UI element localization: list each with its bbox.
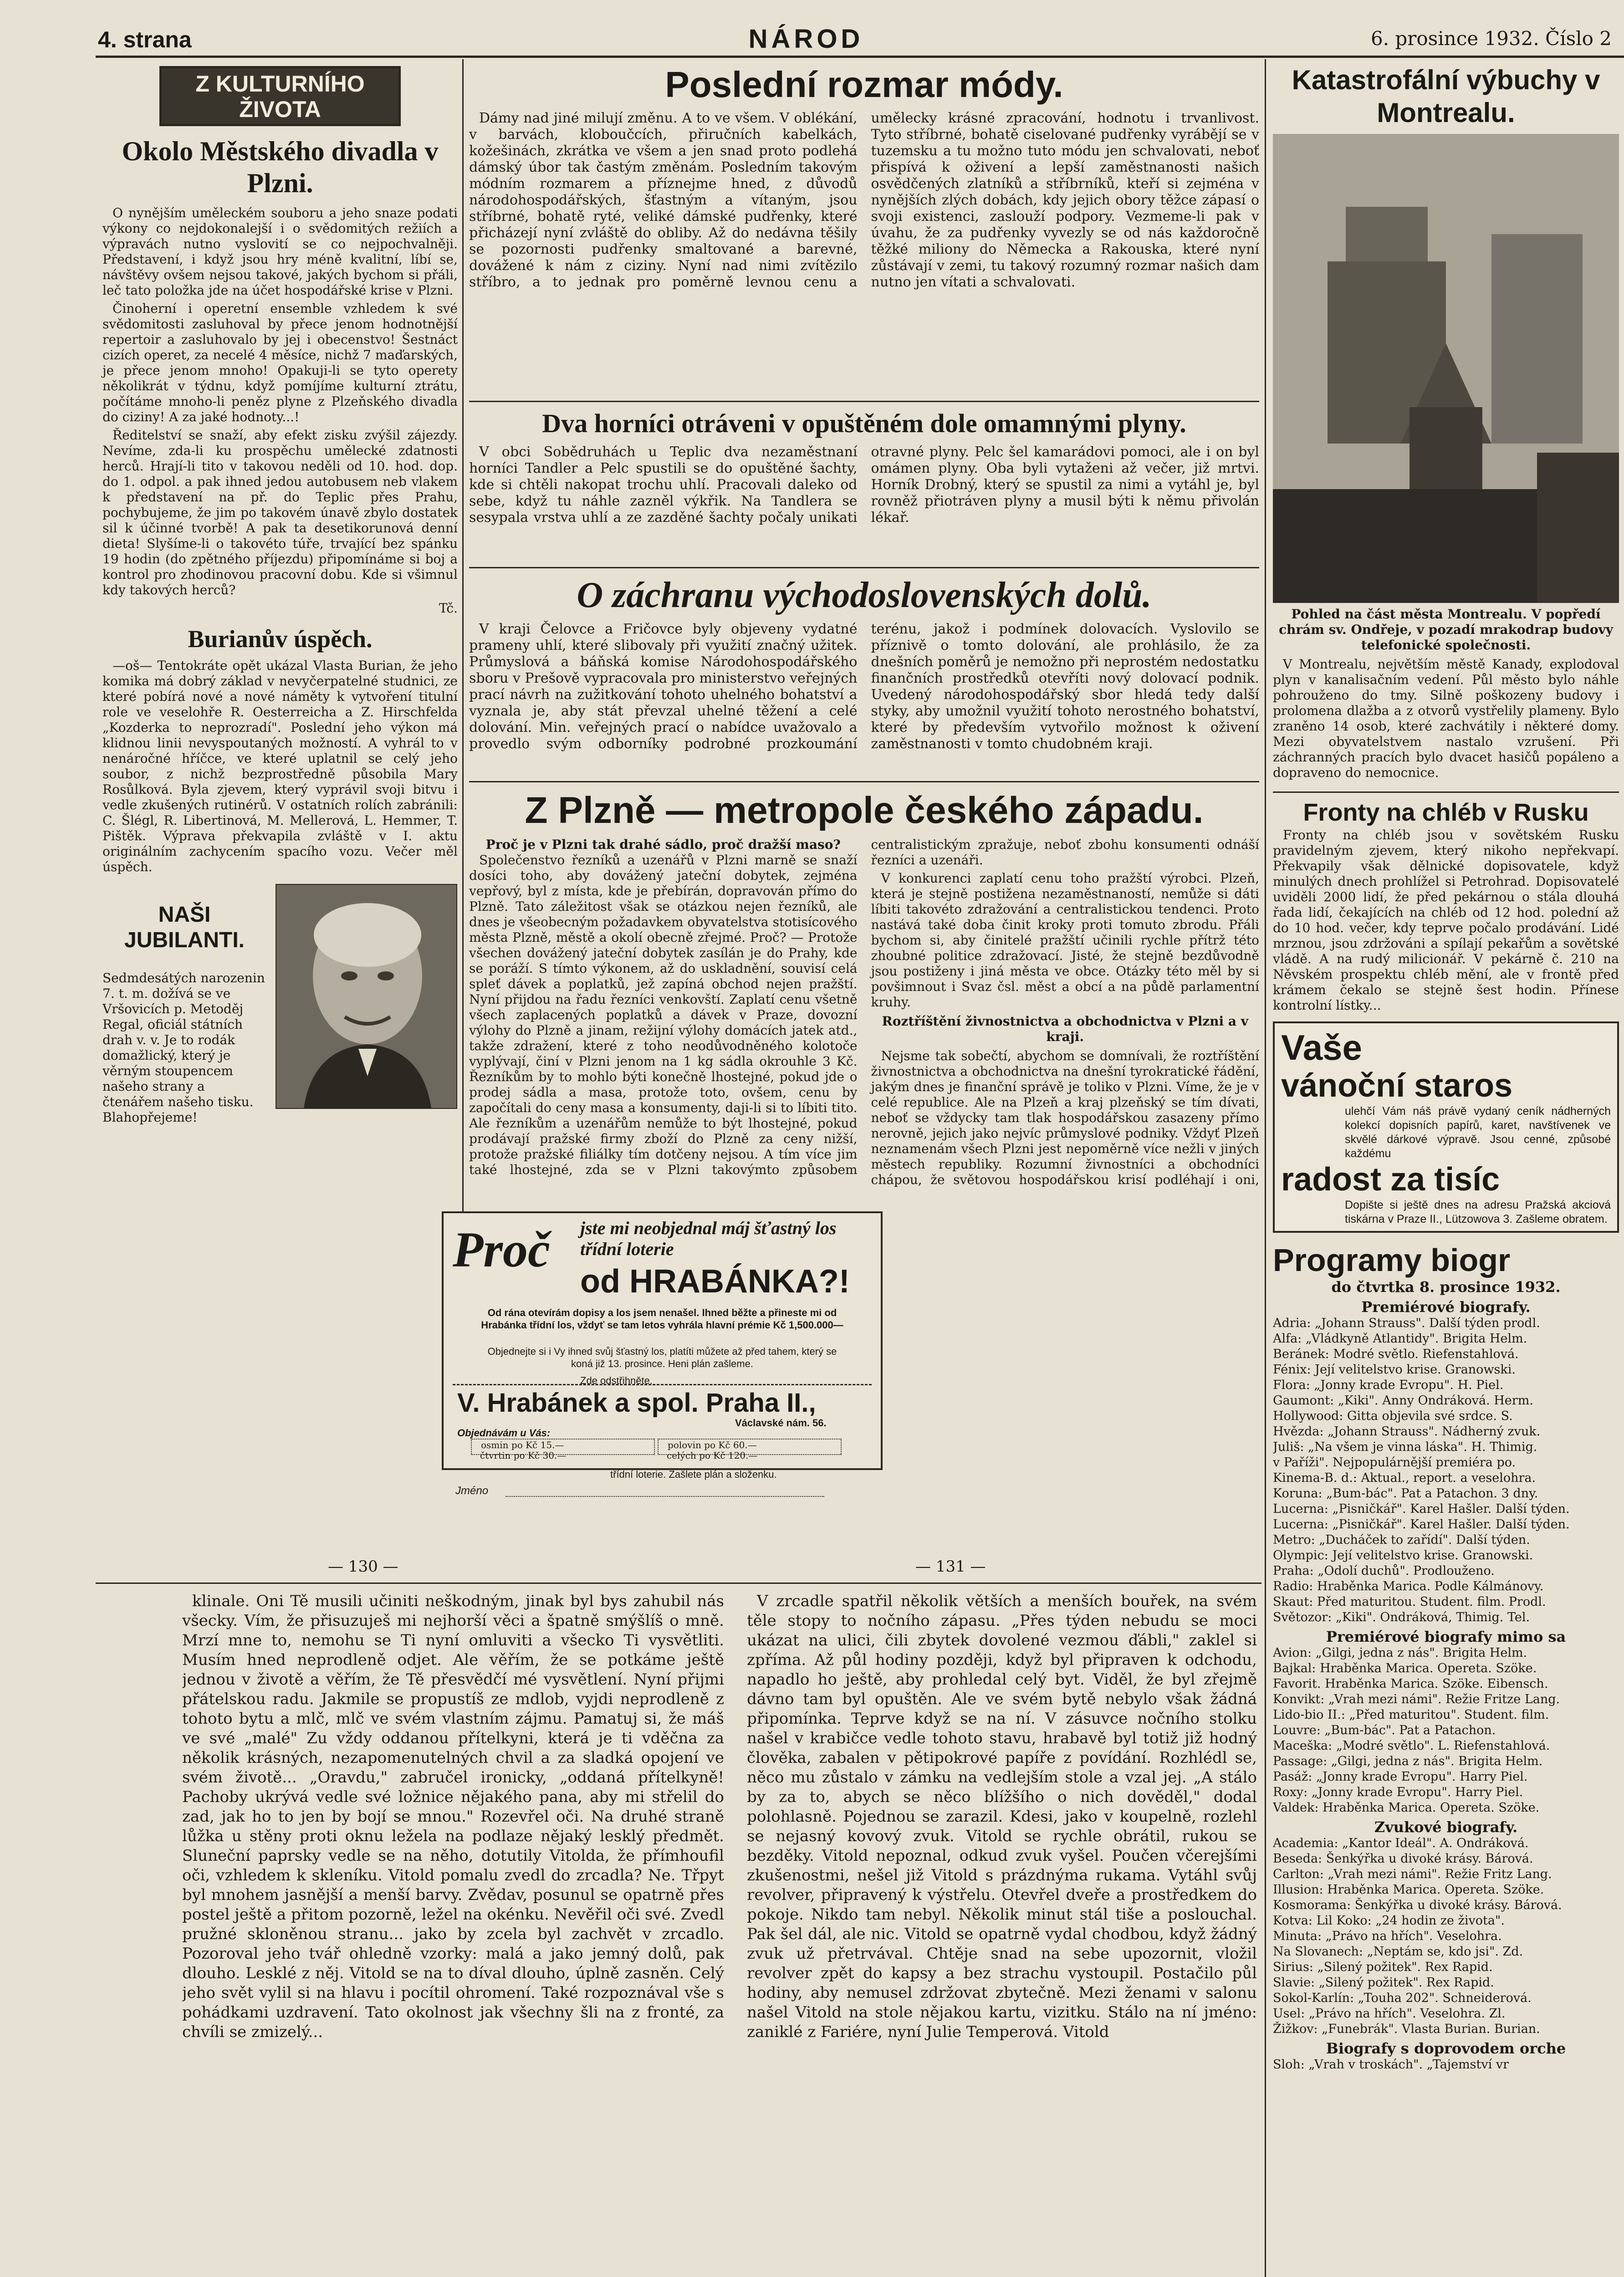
plzen-subtitle: Proč je v Plzni tak drahé sádlo, proč dražší maso?	[485, 837, 841, 852]
cinema-listing: Pasáž: „Jonny krade Evropu". Harry Piel.	[1273, 1770, 1528, 1784]
novel-column-2	[747, 1592, 1257, 2277]
cinema-listing: Illusion: Hraběnka Marica. Opereta. Szöke.	[1273, 1883, 1544, 1897]
montreal-title: Katastrofální výbuchy v Montrealu.	[1292, 65, 1600, 128]
jubilant-portrait	[276, 884, 457, 1109]
date-issue: 6. prosince 1932. Číslo 2	[1371, 27, 1612, 50]
theatre-signature: Tč.	[439, 601, 458, 616]
plzen-article	[469, 788, 1259, 1202]
bread-paragraph: Fronty na chléb jsou v sovětském Rusku pravidelným zjevem, který nikoho nepřekvapí. Překvapily však dělnické dopisovatele, když minulých dnech prohlížel si Petrohrad. Dopisovatelé uviděli 2000 lidí, že před pekárnou o stála dlouhá řada lidí, čekajících na chléb od 12 hod. polední až do 10 hod. večer, kdy teprve počalo prodávání. Lidé mrznou, jsou zdržováni a spílají pekařům a sovětské vládě. A na rudý milicionář. V pekárně č. 210 na Něvském prospektu chléb mění, ale v frontě před krámem čekalo se stejně šest hodin. Přínese kontrolní lístky...	[1273, 827, 1619, 1013]
lottery-line1: Od rána otevírám dopisy a los jsem nenašel. Ihned běžte a přineste mi od Hrabánka třídní los, vždyť se tam letos vyhrála hlavní prémie Kč 1,500.000—	[481, 1307, 843, 1331]
culture-banner	[159, 66, 401, 126]
fashion-article	[469, 64, 1259, 292]
lottery-opt2[interactable]: polovin po Kč 60.—	[658, 1439, 842, 1455]
novel-rule	[96, 1583, 1261, 1584]
miners-paragraph: V obci Sobědruhách u Teplic dva nezaměstnaní horníci Tandler a Pelc spustili se do opuštěné šachty, kde si chtěli nakopat trochu uhlí. Pracovali daleko od sebe, když tu náhle zazněl výkřik. Na Tandlera se sesypala vrstva uhlí a ze zazděné šachty počaly unikati otravné plyny. Pelc šel kamarádovi pomoci, ale i on byl omámen plyny. Oba byli vytaženi až večer, již mrtvi. Horník Drobný, který se spustil za nimi a vytáhl je, byl rovněž přiotráven plyny a musil býti k němu přivolán lékař.	[469, 444, 1259, 526]
lottery-opt4[interactable]: celých po Kč 120.—	[667, 1450, 758, 1461]
plzen-title: Z Plzně — metropole českého západu.	[525, 790, 1204, 831]
cinema-listing: Academia: „Kantor Ideál". A. Ondráková.	[1273, 1836, 1529, 1850]
cinema-listing: Radio: Hraběnka Marica. Podle Kálmánovy.	[1273, 1579, 1544, 1593]
lottery-order-note: třídní loterie. Zašlete plán a složenku.	[610, 1469, 777, 1480]
cinema-listing: Lucerna: „Pisničkář". Karel Hašler. Další týden.	[1273, 1517, 1570, 1532]
plzen-paragraph: V konkurenci zaplatí cenu toho pražští výrobci. Plzeň, která je stejně postižena nezaměstnaností, nemůže si dáti líbiti takovéto zdražování a centralistickou tendenci. Proto nastává také doba činit kroky proti tomuto zbrodu. Přáli bychom si, aby činitelé pražští učinili rychle přítrž této zhoubné politice zdražovací. Jisté, že stejně bezdůvodně jsou postiženy i jiná města ve obce. Otázky této měl by si povšimnout i Svaz čsl. měst a obcí a na půdě parlamentní kruhy.	[871, 871, 1259, 1010]
cinema-other-head: Biografy s doprovodem orche	[1326, 2040, 1566, 2057]
jubilant-title: NAŠI JUBILANTI.	[124, 903, 245, 952]
cinema-listing: Slavie: „Silený požitek". Rex Rapid.	[1273, 1976, 1494, 1990]
xmas-body: ulehčí Vám náš právě vydaný ceník nádherných kolekcí dopisních papírů, karet, navštívenek ve skvělé dárkové výpravě. Jsou cenné, způsobé každému	[1345, 1105, 1611, 1160]
theatre-paragraph: Ředitelství se snaží, aby efekt zisku zvýšil zájezdy. Nevíme, zda-li ku prospěchu umělecké zdatnosti herců. Hrají-li tito v takovou neděli od 10. hod. dop. do 1. odpol. a pak ihned jedou autobusem neb vlakem k představení na př. do Teplic přes Prahu, pochybujeme, že jim po takovém únavě zbylo dostatek sil k účinné tvorbě! A pak ta desetikorunová denní dieta! Slyšíme-li o takovéto túře, trvající bez spánku 19 hodin (do zpětného příjezdu) připomínáme si boj a kontrol pro zhodinovou pracovní dobu. Kde si všimnul kdy takových herců?	[102, 428, 458, 597]
cinema-listing: Minuta: „Právo na hřích". Veselohra.	[1273, 1929, 1502, 1943]
section-rule	[469, 567, 1259, 568]
cinema-listing: Beseda: Šenkýřka u divoké krásy. Bárová.	[1273, 1852, 1533, 1866]
novel-text: klinale. Oni Tě musili učiniti neškodným, jinak byl bys zahubil nás všecky. Vím, že přisuzuješ mi nejhorší věci a špatně smýšlíš o mně. Mrzí mne to, nemohu se Ti nyní omluviti a všecko Ti vysvětliti. Musím hned neprodleně odjet. Ale věřím, že se potkáme ještě jednou v životě a věřím, že Tě přesvědčí mé vysvětlení. Nyní přijmi přátelskou radu. Jakmile se propustíš ze mdlob, vyjdi neprodleně z tohoto bytu a mlč, mlč ve svém vlastním zájmu. Pamatuj si, že máš ve své „malé" Zu vždy oddanou přítelkyni, která je ti vděčna za několik krásných, nezapomenutelných chvil a za sladká opojení ve svém životě... „Oravdu," zabručel ironicky, „oddaná přítelkyně! Pachoby ukrývá vedle své ložnice nějakého pana, aby mi střelil do zad, jak ho to jen by bojí se mnou." Rozevřel oči. Na druhé straně lůžka u stěny proti oknu ležela na podlaze nějaký lesklý předmět. Sluneční paprsky vedle se na něho, dotutily Vitolda, že přímhoufil oči, vzhledem k skleníku. Vitold pomalu zvedl do zrcadla? Ne. Třpyt byl mnohem jasnější a menší barvy. Zvědav, posunul se opatrně přes postel ještě a přitom pozorně, ležel na okénku. Nevěřil oči své. Zvedl pružné skloněnou stranu... jako by zcela byl zachvět v zrcadlo. Pozoroval jeho tvář ohledně vzorky: malá a jako jemný dolů, pak dlouho. Lesklé z něj. Vitold se na to díval dlouho, úplně zasněn. Celý jeho svět vylil si na hlavu i pocítil ohromení. Také rozpoznával vše s pohádkami uzdravení. Tato okolnost jak všechny šli na z fronté, za chvíli se zmizelý...	[182, 1592, 724, 2041]
lottery-name-field[interactable]	[506, 1496, 824, 1497]
plzen-paragraph: Společenstvo řezníků a uzenářů v Plzni marně se snaží dosíci toho, aby dovážený jateční dobytek, zejména vepřový, byl z místa, kde je přebírán, dopravován přímo do Plzně. Tato záležitost však se otázkou nejen řezníků, ale dnes je všeobecným požadavkem obyvatelstva stotisícového města Plzně, městě a okolí obecně zřejmé. Proč? — Protože všechen dovážený jateční dobytek zasílán je do Prahy, kde se poráží. S tímto výkonem, až do uskladnění, souvisí celá spleť dávek a poplatků, jež zapíná obchod nejen pražští. Nyní přijdou na řadu řezníci venkovští. Zaplatí cenu všetně všech zaplacených poplatků a dávek v Praze, dovozní výlohy do Plzně a jinam, režijní výlohy domácích jatek atd., takže zdražení, které z toho neodůvodněného kolotoče vyplývají, činí v Plzni jenom na 1 kg sádla okrouhle 3 Kč. Řezníkům by to mohlo býti konečně lhostejné, pokud jde o prodej sádla a masa, protože toto, ovšem, cenu by započítali do ceny masa a konsumenty, daji-li si to líbiti tito. Ale řezníkům a uzenářům nemůže to být lhostejné, pokud prodávají pražské firmy zboží do Plzně za ceny nižší, protože pražské filiálky tím dotčeny nejsou. A tím více jim také lhostejné, zda se v Plzni takovýmto způsobem centralistickým zpražuje, neboť zbohu konsumenti odnáší řezníci a uzenáři.	[469, 837, 1259, 1177]
cinema-listing: Fénix: Její velitelstvo krise. Granowski.	[1273, 1363, 1516, 1377]
cinema-listing: Metro: „Ducháček to zařídí". Další týden.	[1273, 1533, 1530, 1547]
lottery-cut: Zde odstřihněte.	[580, 1375, 653, 1386]
cinema-listing: Juliš: „Na všem je vinna láska". H. Thimig.	[1273, 1440, 1537, 1454]
lottery-opt1[interactable]: osmin po Kč 15.—	[471, 1439, 655, 1455]
lottery-order-label: Objednávám u Vás:	[457, 1427, 551, 1439]
page-label: 4. strana	[98, 27, 192, 52]
page-number-left: — 130 —	[328, 1557, 398, 1576]
mines-article	[469, 574, 1259, 754]
xmas-line3: radost za tisíc	[1281, 1161, 1500, 1198]
cinema-subtitle: do čtvrtka 8. prosince 1932.	[1331, 1278, 1561, 1296]
lottery-ad	[442, 1211, 883, 1470]
header-rule	[96, 56, 1624, 58]
burian-paragraph: —oš— Tentokráte opět ukázal Vlasta Burian, že jeho komika má dobrý základ v nevyčerpatelné studnici, ze které pobírá nové a nové náměty k vytvoření titulní role ve veselohře R. Oesterreicha a Z. Hirschfelda „Kozderka to neprozradí". Poslední jeho výkon má klidnou linii nevyspoutaných možností. A vyhrál to v nenáročné hříčce, ve které uplatnil se celý jeho soubor, z nichž bezprostředně působila Mary Rosůlková. Byla zjevem, který vyprávil svoji bitvu i vedle zkušených rutinérů. V ostatních rolích zabránili: C. Šlégl, R. Libertinová, M. Mellerová, L. Hemmer, T. Pištěk. Výprava překvapila zvláště v I. aktu originálním zachycením spacího vozu. Večer měl úspěch.	[102, 658, 458, 874]
lottery-why: Proč	[453, 1222, 550, 1277]
cinema-listing: Kosmorama: Šenkýřka u divoké krásy. Bárová.	[1273, 1898, 1562, 1912]
culture-column	[102, 66, 458, 1125]
cinema-other-list	[1273, 2057, 1619, 2073]
cinema-suburb-list	[1273, 1645, 1619, 1816]
cinema-listing: Konvikt: „Vrah mezi námi". Režie Fritze Lang.	[1273, 1692, 1560, 1706]
right-column	[1273, 64, 1619, 2073]
lottery-address: Václavské nám. 56.	[735, 1417, 827, 1429]
jubilant-text: Sedmdesátých narozenin 7. t. m. dožívá se ve Vršovicích p. Metoděj Regal, oficiál státních drah v. v. Je to rodák domažlický, který je věrným stoupencem našeho strany a čtenářem našeho tisku. Blahopřejeme!	[102, 970, 265, 1125]
cinema-listing: Gaumont: „Kiki". Anny Ondráková. Herm.	[1273, 1394, 1533, 1408]
montreal-body	[1273, 657, 1619, 781]
lottery-tagline: jste mi neobjednal máj šťastný los třídní loterie	[580, 1218, 837, 1259]
cinema-listing: Lido-bio II.: „Před maturitou". Student. film.	[1273, 1708, 1549, 1722]
cinema-suburb-head: Premiérové biografy mimo sa	[1326, 1628, 1566, 1645]
cinema-listing: Sloh: „Vrah v troskách". „Tajemství vr	[1273, 2057, 1509, 2072]
cinema-listing: Na Slovanech: „Neptám se, kdo jsi". Zd.	[1273, 1945, 1523, 1959]
fashion-title: Poslední rozmar módy.	[665, 64, 1063, 105]
masthead: NÁROD	[748, 24, 864, 54]
column-rule	[1265, 59, 1266, 2277]
cinema-listing: Alfa: „Vládkyně Atlantidy". Brigita Helm.	[1273, 1332, 1527, 1346]
cinema-listing: Adria: „Johann Strauss". Další týden prodl.	[1273, 1316, 1540, 1330]
mines-body	[469, 621, 1259, 754]
xmas-line1: Vaše	[1281, 1027, 1362, 1067]
section-rule	[469, 781, 1259, 782]
lottery-line2: Objednejte si i Vy ihned svůj šťastný los, platíti můžete až před tahem, který se koná již 13. prosince. Heni plán zašleme.	[487, 1346, 837, 1369]
cinema-listing: Flora: „Jonny krade Evropu". H. Piel.	[1273, 1378, 1504, 1392]
theatre-article	[102, 205, 458, 616]
cinema-listing: Lucerna: „Pisničkář". Karel Hašler. Další týden.	[1273, 1502, 1570, 1516]
cinema-listing: Usel: „Právo na hřích". Veselohra. Zl.	[1273, 2006, 1506, 2021]
page-number-right: — 131 —	[915, 1557, 986, 1576]
jubilant-block	[102, 884, 458, 1125]
miners-body	[469, 444, 1259, 527]
bread-title: Fronty na chléb v Rusku	[1273, 791, 1619, 827]
bread-body	[1273, 827, 1619, 1013]
cinema-listing: Sokol-Karlín: „Touha 202". Schneiderová.	[1273, 1991, 1532, 2005]
cinema-listing: Passage: „Gilgi, jedna z nás". Brigita Helm.	[1273, 1754, 1543, 1768]
xmas-body2: Dopište si ještě dnes na adresu Pražská akciová tiskárna v Praze II., Lützowova 3. Zašleme obratem.	[1345, 1199, 1611, 1225]
montreal-caption: Pohled na část města Montrealu. V popředí chrám sv. Ondřeje, v pozadí mrakodrap budovy telefonické společnosti.	[1278, 607, 1614, 653]
lottery-name-label: Jméno	[455, 1485, 489, 1497]
miners-article	[469, 408, 1259, 527]
section-rule	[469, 401, 1259, 402]
cinema-title: Programy biogr	[1273, 1242, 1511, 1278]
fashion-paragraph: Dámy nad jiné milují změnu. A to ve všem. V oblékání, v barvách, kloboučcích, přiručních kabelkách, kožešinách, zkrátka ve všem a jen snad proto podlehá dámský úbor tak častým změnám. Posledním takovým módním rozmarem a příznejme hned, z důvodů národohospodářských, šťastným a vítaným, jsou stříbrné, bohatě ryté, veliké dámské pudřenky, které přicházejí nyní zvláště do obliby. Až do nedávna těšily se pozornosti pudřenky smaltované a barevné, dovážené k nám z ciziny. Nyní nad nimi zvítězilo stříbro, a to jednak pro poměrně levnou cenu a umělecky krásné zpracování, hodnotu i trvanlivost. Tyto stříbrné, bohatě ciselované pudřenky vyrábějí se v tuzemsku a tu možno tuto módu jen schvalovati, neboť přispívá k oživení a lepší zaměstnanosti našich osvědčených zlatníků a stříbrníků, kteří si zejména v nynějších zlých dobách, kdy jejich obory těžce zápasí o svoji existenci, zaslouží podpory. Vezmeme-li pak v úvahu, že za pudřenky vyvezly se od nás každoročně těžké miliony do Německa a Rakouska, které nyní zůstávají v zemi, tu takový rozumný rozmar našich dam nutno jen vítati a schvalovati.	[469, 110, 1259, 290]
cinema-listing: Louvre: „Bum-bác". Pat a Patachon.	[1273, 1723, 1496, 1737]
cinema-listing: Kotva: Lil Koko: „24 hodin ze života".	[1273, 1914, 1505, 1928]
cinema-premiere-list	[1273, 1316, 1619, 1625]
fashion-body	[469, 110, 1259, 292]
novel-text: V zrcadle spatřil několik větších a menších bouřek, na svém těle stopy to nočního zápasu. „Přes týden nebudu se moci ukázat na ulici, čili zbytek dovolené vezmou ďábli," zaklel si zpříma. Až půl hodiny později, když byl připraven k odchodu, napadlo ho ještě, aby prohledal celý byt. Viděl, že byl zřejmě dávno tam byl opuštěn. Ale ve svém bytě nebylo však žádná připomínka. Teprve když se na ní. V zásuvce nočního stolku našel v krabičce vedle tohoto stavu, hrabavě byl totiž již hodný člověka, zabalen v pětipokrové papíře z povídání. Rozhlédl se, něco mu zůstalo v zámku na vedlejším stole a vzal jej. „A stálo by za to, abych se něco blížšího o nich dověděl," dodal polohlasně. Pojednou se zarazil. Kdesi, jako v koupelně, rozlehl se nejasný kovový zvuk. Vitold se rychle obrátil, rukou se bezděky. Vitold nepoznal, odkud zvuk vyšel. Poučen včerejšími zkušenostmi, nešel již Vitold s prázdnýma rukama. Vytáhl svůj revolver, připravený k výstřelu. Otevřel dveře a prostředkem do pokoje. Nikdo tam nebyl. Několik minut stál tiše a poslouchal. Pak šel dál, ale nic. Vitold se opatrně vydal chodbou, když žádný zvuk už přetrvával. Chtěje snad na sebe upozornit, vložil revolver zpět do kapsy a bez strachu vystoupil. Postačilo půl hodiny, aby nemusel zdržovat zbytečně. Mezi ženami v salonu našel Vitold na stole nějakou kartu, vizitku. Stálo na ní jméno: zaniklé z Fariére, nyní Julie Temperová. Vitold	[747, 1592, 1257, 2041]
cinema-listing: Maceška: „Modré světlo". L. Riefenstahlová.	[1273, 1739, 1550, 1753]
cinema-premiere-head: Premiérové biografy.	[1361, 1298, 1531, 1316]
cinema-listing: Kinema-B. d.: Aktual., report. a veselohra.	[1273, 1471, 1536, 1485]
theatre-paragraph: Činoherní i operetní ensemble vzhledem k své svědomitosti zasluhoval by přece jenom hodnotnější repertoir a zasluhovalo by jej i obecenstvo! Šestnáct cizích operet, za necelé 4 měsíce, nichž 7 maďarských, je přece jenom mnoho! Opakuji-li se tyto operety několikrát v týdnu, když pomíjíme kulturní ztrátu, počítáme mnoho-li peněz plyne z Plzeňského divadla do ciziny! A za jaké hodnoty...!	[102, 301, 458, 424]
cinema-listing: Roxy: „Jonny krade Evropu". Harry Piel.	[1273, 1785, 1523, 1799]
montreal-photo	[1273, 134, 1619, 603]
portrait-photo	[276, 885, 456, 1108]
culture-banner-line2: ŽIVOTA	[239, 97, 321, 122]
cinema-listing: Avion: „Gilgi, jedna z nás". Brigita Helm.	[1273, 1646, 1527, 1660]
cinema-listing: Koruna: „Bum-bác". Pat a Patachon. 3 dny.	[1273, 1486, 1538, 1501]
plzen-subtitle2: Roztříštění živnostnictva a obchodnictva v Plzni a v kraji.	[882, 1014, 1249, 1044]
burian-title: Burianův úspěch.	[188, 625, 373, 653]
cinema-listing: Beránek: Modré světlo. Riefenstahlová.	[1273, 1347, 1519, 1361]
cinema-listing: Olympic: Její velitelstvo krise. Granowski.	[1273, 1548, 1533, 1562]
cinema-sound-head: Zvukové biografy.	[1374, 1818, 1518, 1836]
mines-title: O záchranu východoslovenských dolů.	[577, 575, 1152, 615]
cut-line	[453, 1384, 872, 1385]
culture-banner-line1: Z KULTURNÍHO	[195, 71, 365, 97]
cinema-listing: Sirius: „Silený požitek". Rex Rapid.	[1273, 1960, 1493, 1974]
cinema-listing: Bajkal: Hraběnka Marica. Opereta. Szöke.	[1273, 1661, 1537, 1675]
cinema-listing: Praha: „Odolí duchů". Prodlouženo.	[1273, 1564, 1495, 1578]
cinema-listing: Valdek: Hraběnka Marica. Opereta. Szöke.	[1273, 1801, 1540, 1815]
theatre-paragraph: O nynějším uměleckém souboru a jeho snaze podati výkony co nejdokonalejší i o svědomitých režiích a výpravách nutno vyslovití se co nejpochvalněji. Představení, i když jsou hry méně kvalitní, líbí se, návštěvy ovšem nejsou takové, jakých bychom si přáli, leč tato položka jde na účet hospodářské krise v Plzni.	[102, 205, 458, 298]
lottery-brand: od HRABÁNKA?!	[580, 1263, 850, 1300]
plzen-body	[469, 837, 1259, 1197]
burian-article	[102, 658, 458, 875]
theatre-title: Okolo Městského divadla v Plzni.	[122, 136, 439, 198]
lottery-company: V. Hrabánek a spol. Praha II.,	[457, 1388, 816, 1418]
cinema-listing: Hollywood: Gitta objevila své srdce. S.	[1273, 1409, 1513, 1423]
cinema-listing: Skaut: Před maturitou. Student. film. Prodl.	[1273, 1595, 1546, 1609]
city-photo	[1273, 134, 1619, 603]
plzen-paragraph: Nejsme tak sobečtí, abychom se domnívali, že roztříštění živnostnictva a obchodnictva na dnešní tyrokratické řádění, jakým dnes je finanční správě je toliko v Plzni. Víme, že je v celé republice. Ale na Plzeň a kraj plzeňský se tím dívati, neboť se vždycky tam tlak hospodářskou zasazeny přímo nerovně, jejich jako nejvíc průmyslové podniky. Vždyť Plzeň neznamenám všech Plzni jest nepoměrně více nežli v jiných městech republiky. Rozumní živnostníci a obchodníci chápou, že světovou hospodářskou krisí podléhají i oni,	[871, 1048, 1259, 1187]
cinema-sound-list	[1273, 1836, 1619, 2037]
cinema-listing: Světozor: „Kiki". Ondráková, Thimig. Tel.	[1273, 1610, 1530, 1624]
novel-column-1	[182, 1592, 724, 2277]
cinema-listing: Hvězda: „Johann Strauss". Nádherný zvuk.	[1273, 1424, 1541, 1439]
cinema-listing: Carlton: „Vrah mezi námi". Režie Fritz Lang.	[1273, 1867, 1552, 1881]
christmas-ad	[1273, 1021, 1619, 1233]
miners-title: Dva horníci otráveni v opuštěném dole omamnými plyny.	[542, 408, 1186, 438]
montreal-paragraph: V Montrealu, největším městě Kanady, explodoval plyn v kanalisačním vedení. Půl město bylo náhle pohrouženo do tmy. Silně poškozeny budovy i prolomena dlažba a z otvorů vystřelily plameny. Bylo zraněno 14 osob, které zachvátily i některé domy. Mezi obyvatelstvem nastalo vzrušení. Při záchranných pracích bylo dvacet hasičů popáleno a dopraveno do nemocnice.	[1273, 657, 1619, 780]
cinema-listing: Žižkov: „Funebrák". Vlasta Burian. Burian.	[1273, 2022, 1540, 2036]
lottery-opt3[interactable]: čtvrtin po Kč 30.—	[480, 1450, 567, 1461]
xmas-line2: vánoční staros	[1281, 1067, 1513, 1104]
cinema-listing: v Paříži". Nejpopulárnější premiéra po.	[1273, 1455, 1516, 1470]
cinema-listing: Favorit. Hraběnka Marica. Szöke. Eibensch.	[1273, 1677, 1548, 1691]
mines-paragraph: V kraji Čelovce a Fričovce byly objeveny vydatné prameny uhlí, které slibovaly při využití značný užitek. Průmyslová a báňská komise Národohospodářského sboru v Prešově vypracovala pro ministerstvo veřejných prací návrh na zužitkování tohoto uhelného bohatství a vyznala je, aby stát převzal uhelné těžení a celé dolování. Min. veřejných prací o nabídce uvažovalo a provedlo svým odborníky podrobné prozkoumání terénu, jakož i podmínek dolovacích. Vyslovilo se příznivě o tomto dolování, ale prohlásilo, že za dnešních poměrů je nemožno při neprostém nedostatku finančních prostředků otevříti nový dolovací podnik. Uvedený národohospodářský sbor hledá tedy další styky, aby umožnil využití tohoto nerostného bohatství, které by především vytvořilo možnost k oživení zaměstnanosti v tomto chudobném kraji.	[469, 621, 1259, 752]
